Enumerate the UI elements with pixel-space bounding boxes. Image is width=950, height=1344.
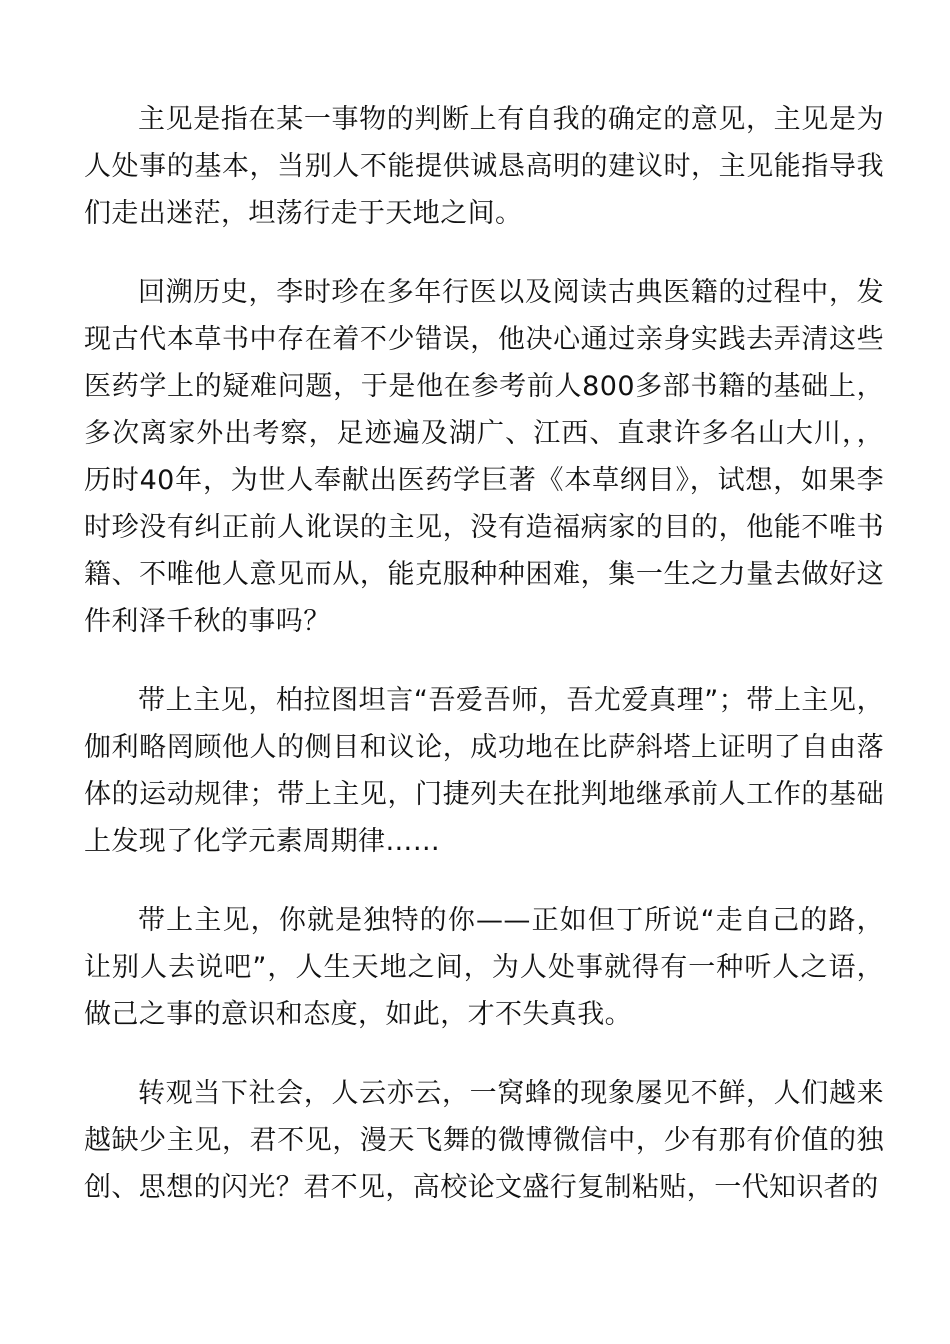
paragraph-society: 转观当下社会，人云亦云，一窝蜂的现象屡见不鲜，人们越来越缺少主见，君不见，漫天飞舞的微博微信中，少有那有价值的独创、思想的闪光？君不见，高校论文盛行复制粘贴，一代知识者的: [84, 1078, 884, 1203]
paragraph-li-shizhen: 回溯历史，李时珍在多年行医以及阅读古典医籍的过程中，发现古代本草书中存在着不少错误，他决心通过亲身实践去弄清这些医药学上的疑难问题，于是他在参考前人800多部书籍的基础上，多次离家外出考察，足迹遍及湖广、江西、直隶许多名山大川，，历时40年，为世人奉献出医药学巨著《本草纲目》，试想，如果李时珍没有纠正前人讹误的主见，没有造福病家的目的，他能不唯书籍、不唯他人意见而从，能克服种种困难，集一生之力量去做好这件利泽千秋的事吗？: [84, 277, 884, 637]
paragraph-dante: 带上主见，你就是独特的你——正如但丁所说“走自己的路，让别人去说吧”，人生天地之间，为人处事就得有一种听人之语，做己之事的意识和态度，如此，才不失真我。: [84, 905, 884, 1030]
paragraph-definition: 主见是指在某一事物的判断上有自我的确定的意见，主见是为人处事的基本，当别人不能提供诚恳高明的建议时，主见能指导我们走出迷茫，坦荡行走于天地之间。: [84, 104, 884, 229]
document-page: [84, 96, 884, 1243]
paragraph-examples: 带上主见，柏拉图坦言“吾爱吾师，吾尤爱真理”；带上主见，伽利略罔顾他人的侧目和议论，成功地在比萨斜塔上证明了自由落体的运动规律；带上主见，门捷列夫在批判地继承前人工作的基础上发现了化学元素周期律……: [84, 685, 884, 857]
